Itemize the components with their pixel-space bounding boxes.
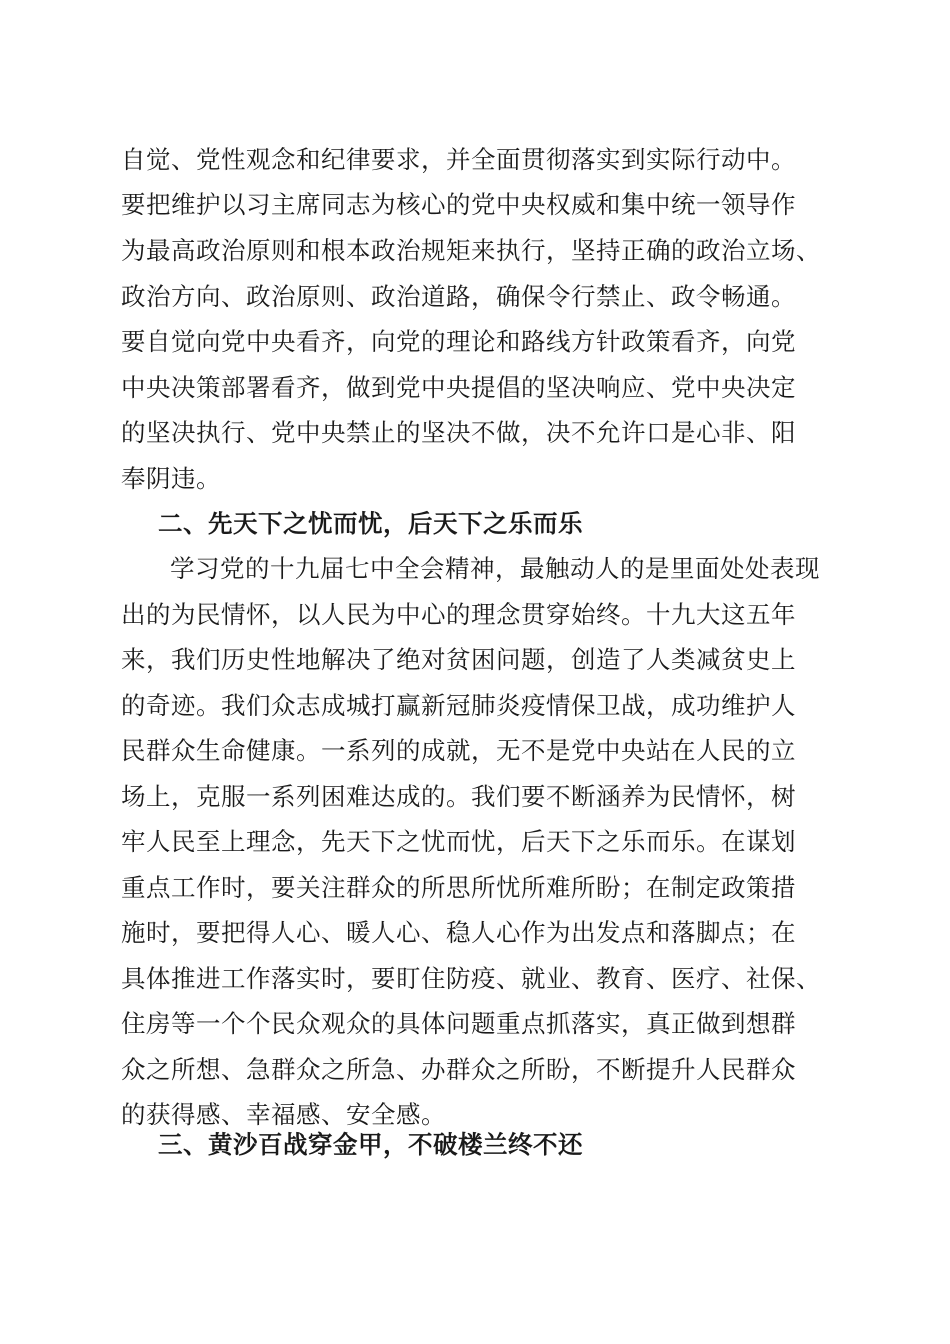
paragraph-line: 的获得感、幸福感、安全感。 [121,1100,446,1129]
paragraph-line: 施时，要把得人心、暖人心、稳人心作为出发点和落脚点；在 [121,918,796,947]
paragraph-line: 学习党的十九届七中全会精神，最触动人的是里面处处表现 [170,554,820,583]
paragraph-line: 来，我们历史性地解决了绝对贫困问题，创造了人类减贫史上 [121,645,796,674]
paragraph-line: 奉阴违。 [121,464,221,493]
paragraph-line: 的奇迹。我们众志成城打赢新冠肺炎疫情保卫战，成功维护人 [121,691,796,720]
paragraph-line: 住房等一个个民众观众的具体问题重点抓落实，真正做到想群 [121,1009,796,1038]
paragraph-line: 场上，克服一系列困难达成的。我们要不断涵养为民情怀，树 [121,782,796,811]
paragraph-line: 要把维护以习主席同志为核心的党中央权威和集中统一领导作 [121,190,796,219]
paragraph-line: 为最高政治原则和根本政治规矩来执行，坚持正确的政治立场、 [121,236,821,265]
paragraph-line: 政治方向、政治原则、政治道路，确保令行禁止、政令畅通。 [121,282,796,311]
paragraph-line: 中央决策部署看齐，做到党中央提倡的坚决响应、党中央决定 [121,373,796,402]
paragraph-line: 自觉、党性观念和纪律要求，并全面贯彻落实到实际行动中。 [121,145,796,174]
paragraph-line: 出的为民情怀，以人民为中心的理念贯穿始终。十九大这五年 [121,600,796,629]
paragraph-line: 众之所想、急群众之所急、办群众之所盼，不断提升人民群众 [121,1055,796,1084]
paragraph-line: 牢人民至上理念，先天下之忧而忧，后天下之乐而乐。在谋划 [121,827,796,856]
paragraph-line: 民群众生命健康。一系列的成就，无不是党中央站在人民的立 [121,736,796,765]
paragraph-line: 的坚决执行、党中央禁止的坚决不做，决不允许口是心非、阳 [121,418,796,447]
paragraph-line: 要自觉向党中央看齐，向党的理论和路线方针政策看齐，向党 [121,327,796,356]
section-heading-2: 二、先天下之忧而忧，后天下之乐而乐 [158,509,583,538]
paragraph-line: 具体推进工作落实时，要盯住防疫、就业、教育、医疗、社保、 [121,964,821,993]
paragraph-line: 重点工作时，要关注群众的所思所忧所难所盼；在制定政策措 [121,873,796,902]
section-heading-3: 三、黄沙百战穿金甲，不破楼兰终不还 [158,1130,583,1159]
